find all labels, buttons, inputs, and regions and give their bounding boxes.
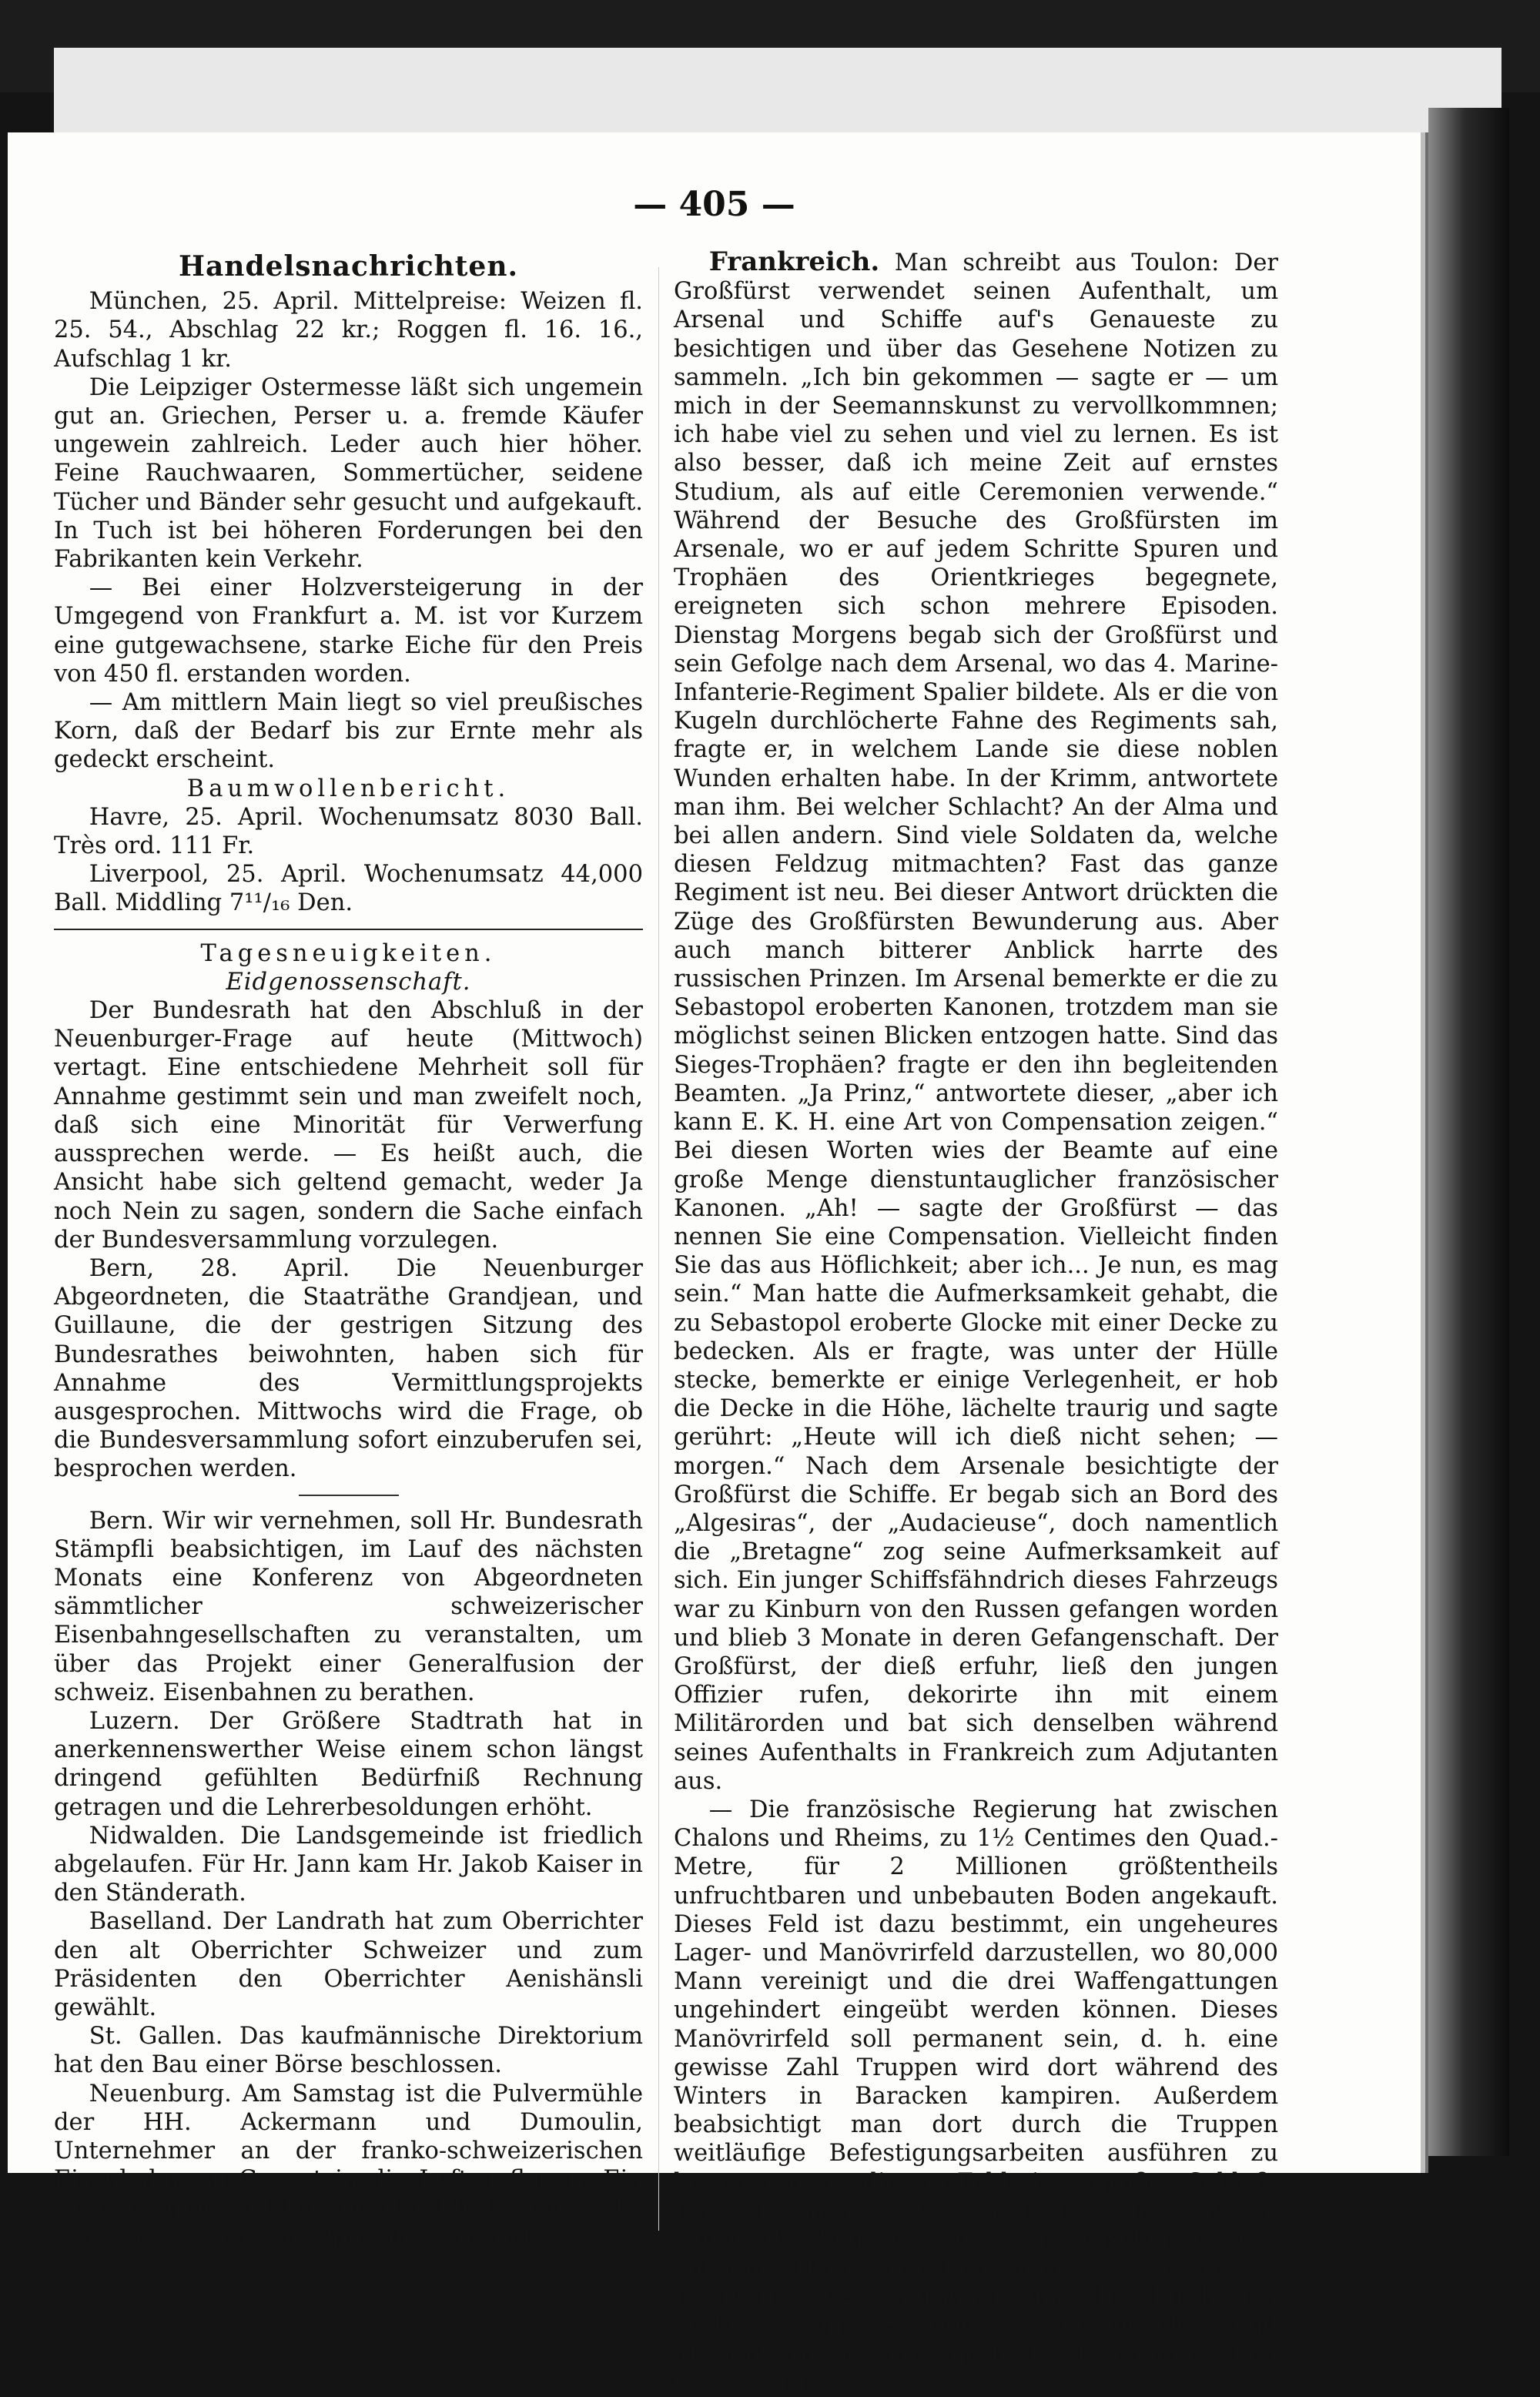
article-neuenburg: Neuenburg. Am Samstag ist die Pulvermühle der HH. Ackermann und Dumoulin, Unternehmer an der franko-schweizerischen Eisenbahn, zu Couvet in die Luft geflogen. Ein Arbeiter ging mit brennender Pfeife hinein. Er war auch das einzige Opfer des Unglücks. bbox=[54, 2080, 643, 2251]
right-column bbox=[674, 248, 1278, 2397]
article-bundesrath: Der Bundesrath hat den Abschluß in der Neuenburger-Frage auf heute (Mittwoch) vertagt. Eine entschiedene Mehrheit soll für Annahme gestimmt sein und man zweifelt noch, daß sich eine Minorität für Verwerfung aussprechen werde. — Es heißt auch, die Ansicht habe sich geltend gemacht, weder Ja noch Nein zu sagen, sondern die Sache einfach der Bundesversammlung vorzulegen. bbox=[54, 997, 643, 1254]
article-havre: Havre, 25. April. Wochenumsatz 8030 Ball. Très ord. 111 Fr. bbox=[54, 803, 643, 860]
article-holzversteigerung: — Bei einer Holzversteigerung in der Umgegend von Frankfurt a. M. ist vor Kurzem eine gutgewachsene, starke Eiche für den Preis von 450 fl. erstanden worden. bbox=[54, 574, 643, 688]
article-nidwalden: Nidwalden. Die Landsgemeinde ist friedlich abgelaufen. Für Hr. Jann kam Hr. Jakob Kaiser in den Ständerath. bbox=[54, 1822, 643, 1907]
subsection-title-eidgenossenschaft: Eidgenossenschaft. bbox=[226, 968, 471, 996]
left-column bbox=[54, 248, 643, 2251]
section-title-frankreich: Frankreich. bbox=[708, 246, 880, 277]
page-number: — 405 — bbox=[633, 185, 795, 224]
article-leipzig: Die Leipziger Ostermesse läßt sich ungemein gut an. Griechen, Perser u. a. fremde Käufer ungewein zahlreich. Leder auch hier höher. Feine Rauchwaaren, Sommertücher, seidene Tücher und Bänder sehr gesucht und aufgekauft. In Tuch ist bei höheren Forderungen bei den Fabrikanten kein Verkehr. bbox=[54, 373, 643, 574]
article-st-gallen: St. Gallen. Das kaufmännische Direktorium hat den Bau einer Börse beschlossen. bbox=[54, 2023, 643, 2079]
article-baselland: Baselland. Der Landrath hat zum Oberrichter den alt Oberrichter Schweizer und zum Präsidenten den Oberrichter Aenishänsli gewählt. bbox=[54, 1908, 643, 2021]
article-chalons: — Die französische Regierung hat zwischen Chalons und Rheims, zu 1½ Centimes den Quad.-Metre, für 2 Millionen größtentheils unfruchtbaren und unbebauten Boden angekauft. Dieses Feld ist dazu bestimmt, ein ungeheures Lager- und Manövrirfeld darzustellen, wo 80,000 Mann vereinigt und die drei Waffengattungen ungehindert eingeübt werden können. Dieses Manövrirfeld soll permanent sein, d. h. eine gewisse Zahl Truppen wird dort während des Winters in Baracken kampiren. Außerdem beabsichtigt man dort durch die Truppen weitläufige Befestigungsarbeiten ausführen zu lassen, um aus diesem Feld einen großen Schluß-Platz zu machen. Diese neue Befestigungsweise würde die Schwäche der französischen Grenze auf jener (Paris so nahen) Seite, von wo aus die Preußen 1762 eindrangen und die durch den Verlust von Saarlouis, Philippeville und Marienburg so bloß gestellt ist, einigermaßen verbessern. bbox=[674, 1796, 1278, 2397]
article-divider bbox=[299, 1495, 399, 1496]
underlying-page bbox=[54, 48, 1502, 142]
book-spine bbox=[1428, 108, 1509, 2156]
article-muenchen: München, 25. April. Mittelpreise: Weizen fl. 25. 54., Abschlag 22 kr.; Roggen fl. 16. 16., Aufschlag 1 kr. bbox=[54, 288, 643, 373]
article-bern-konferenz: Bern. Wir wir vernehmen, soll Hr. Bundesrath Stämpfli beabsichtigen, im Lauf des nächsten Monats eine Konferenz von Abgeordneten sämmtlicher schweizerischer Eisenbahngesellschaften zu veranstalten, um über das Projekt einer Generalfusion der schweiz. Eisenbahnen zu berathen. bbox=[54, 1507, 643, 1706]
section-title-tagesneuigkeiten: Tagesneuigkeiten. bbox=[200, 939, 497, 967]
article-main: — Am mittlern Main liegt so viel preußisches Korn, daß der Bedarf bis zur Ernte mehr als gedeckt erscheint. bbox=[54, 689, 643, 774]
article-bern-28-april: Bern, 28. April. Die Neuenburger Abgeordneten, die Staaträthe Grandjean, und Guillaune, die der gestrigen Sitzung des Bundesrathes beiwohnten, haben sich für Annahme des Vermittlungsprojekts ausgesprochen. Mittwochs wird die Frage, ob die Bundesversammlung sofort einzuberufen sei, besprochen werden. bbox=[54, 1254, 643, 1483]
section-title-baumwollenbericht: Baumwollenbericht. bbox=[186, 775, 511, 802]
article-toulon bbox=[674, 248, 1278, 1796]
section-title-handelsnachrichten: Handelsnachrichten. bbox=[178, 250, 519, 283]
article-toulon-text: Man schreibt aus Toulon: Der Großfürst verwendet seinen Aufenthalt, um Arsenal und Schiffe auf's Genaueste zu besichtigen und über das Gesehene Notizen zu sammeln. „Ich bin gekommen — sagte er — um mich in der Seemannskunst zu vervollkommnen; ich habe viel zu sehen und viel zu lernen. Es ist also besser, daß ich meine Zeit auf ernstes Studium, als auf eitle Ceremonien verwende.“ Während der Besuche des Großfürsten im Arsenale, wo er auf jedem Schritte Spuren und Trophäen des Orientkrieges begegnete, ereigneten sich schon mehrere Episoden. Dienstag Morgens begab sich der Großfürst und sein Gefolge nach dem Arsenal, wo das 4. Marine-Infanterie-Regiment Spalier bildete. Als er die von Kugeln durchlöcherte Fahne des Regiments sah, fragte er, in welchem Lande sie diese noblen Wunden erhalten habe. In der Krimm, antwortete man ihm. Bei welcher Schlacht? An der Alma und bei allen andern. Sind viele Soldaten da, welche diesen Feldzug mitmachten? Fast das ganze Regiment ist neu. Bei dieser Antwort drückten die Züge des Großfürsten Bewunderung aus. Aber auch manch bitterer Anblick harrte des russischen Prinzen. Im Arsenal bemerkte er die zu Sebastopol eroberten Kanonen, trotzdem man sie möglichst seinen Blicken entzogen hatte. Sind das Sieges-Trophäen? fragte er den ihn begleitenden Beamten. „Ja Prinz,“ antwortete dieser, „aber ich kann E. K. H. eine Art von Compensation zeigen.“ Bei diesen Worten wies der Beamte auf eine große Menge dienstuntauglicher französischer Kanonen. „Ah! — sagte der Großfürst — das nennen Sie eine Compensation. Vielleicht finden Sie das aus Höflichkeit; aber ich... Je nun, es mag sein.“ Man hatte die Aufmerksamkeit gehabt, die zu Sebastopol eroberte Glocke mit einer Decke zu bedecken. Als er fragte, was unter der Hülle stecke, bemerkte er einige Verlegenheit, er hob die Decke in die Höhe, lächelte traurig und sagte gerührt: „Heute will ich dieß nicht sehen; — morgen.“ Nach dem Arsenale besichtigte der Großfürst die Schiffe. Er begab sich an Bord des „Algesiras“, der „Audacieuse“, doch namentlich die „Bretagne“ zog seine Aufmerksamkeit auf sich. Ein junger Schiffsfähndrich dieses Fahrzeugs war zu Kinburn von den Russen gefangen worden und blieb 3 Monate in deren Gefangenschaft. Der Großfürst, der dieß erfuhr, ließ den jungen Offizier rufen, dekorirte ihn mit einem Militärorden und bat sich denselben während seines Aufenthalts in Frankreich zum Adjutanten aus. bbox=[674, 249, 1278, 1795]
article-liverpool: Liverpool, 25. April. Wochenumsatz 44,000 Ball. Middling 7¹¹/₁₆ Den. bbox=[54, 861, 643, 917]
article-luzern: Luzern. Der Größere Stadtrath hat in anerkennenswerther Weise einem schon längst dringend gefühlten Bedürfniß Rechnung getragen und die Lehrerbesoldungen erhöht. bbox=[54, 1707, 643, 1821]
column-gutter bbox=[658, 267, 659, 2231]
newspaper-page bbox=[8, 132, 1421, 2397]
section-divider bbox=[54, 929, 643, 930]
